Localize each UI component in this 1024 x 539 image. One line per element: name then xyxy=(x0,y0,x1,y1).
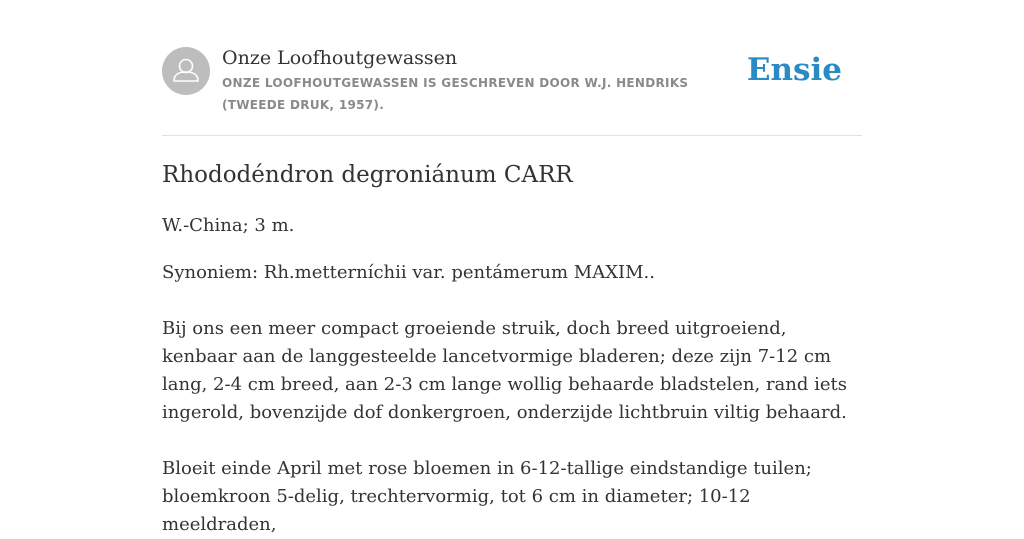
source-title[interactable]: Onze Loofhoutgewassen xyxy=(222,47,458,69)
avatar xyxy=(162,47,210,95)
entry-paragraph: W.-China; 3 m. xyxy=(162,215,295,236)
entry-title: Rhododéndron degroniánum CARR xyxy=(162,162,573,188)
source-subtitle: ONZE LOOFHOUTGEWASSEN IS GESCHREVEN DOOR W.J. HENDRIKS (TWEEDE DRUK, 1957). xyxy=(222,76,689,112)
entry-paragraph: Bij ons een meer compact groeiende struik, doch breed uitgroeiend, kenbaar aan de langgesteelde lancetvormige bladeren; deze zijn 7-12 cm lang, 2-4 cm breed, aan 2-3 cm lange wollig behaarde bladstelen, rand iets ingerold, bovenzijde dof donkergroen, onderzijde lichtbruin viltig behaard. xyxy=(162,318,848,423)
brand-logo[interactable]: Ensie xyxy=(746,52,842,88)
user-icon xyxy=(162,47,210,95)
entry-paragraph: Synoniem: Rh.metterníchii var. pentámerum MAXIM.. xyxy=(162,262,655,283)
entry-content xyxy=(162,158,862,539)
source-header xyxy=(162,44,862,136)
entry-paragraph: Bloeit einde April met rose bloemen in 6-12-tallige eindstandige tuilen; bloemkroon 5-delig, trechtervormig, tot 6 cm in diameter; 10-12 meeldraden, xyxy=(162,458,812,535)
